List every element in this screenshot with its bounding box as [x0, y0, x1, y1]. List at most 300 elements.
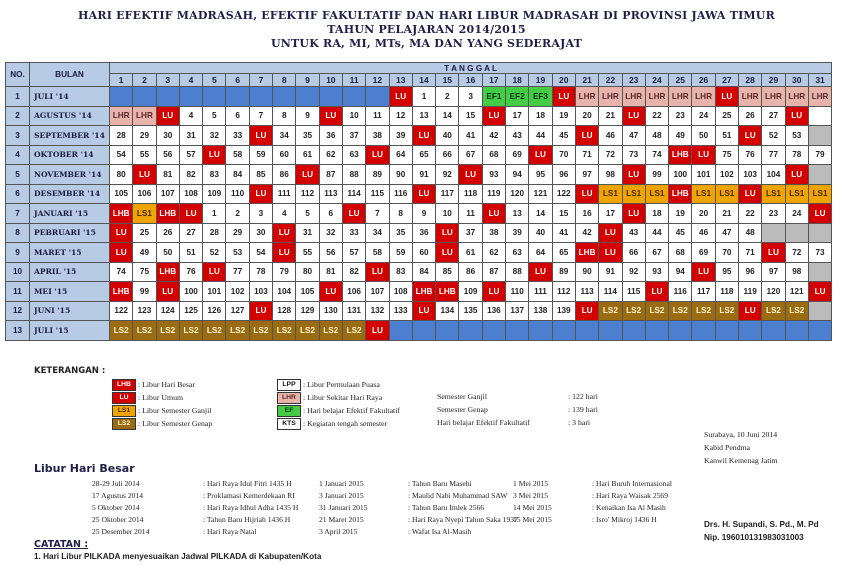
day-cell: 127	[226, 301, 249, 321]
day-cell: 85	[249, 165, 272, 185]
day-cell: 66	[622, 243, 645, 263]
day-cell: LS1	[785, 184, 808, 204]
day-cell: LHR	[739, 87, 762, 107]
day-cell: 28	[110, 126, 133, 146]
legend-swatch: LU	[112, 392, 136, 404]
day-cell: 17	[599, 204, 622, 224]
day-cell: 63	[342, 145, 365, 165]
day-header: 27	[715, 74, 738, 87]
day-cell: 45	[552, 126, 575, 146]
holiday-date: 21 Maret 2015	[319, 515, 364, 524]
day-cell: LU	[692, 145, 715, 165]
day-cell: 1	[412, 87, 435, 107]
day-cell: 79	[273, 262, 296, 282]
day-cell: LS2	[622, 301, 645, 321]
holiday-name: : Hari Raya Idul Fitri 1435 H	[203, 479, 292, 488]
day-cell: LU	[785, 106, 808, 126]
day-cell: LS1	[622, 184, 645, 204]
day-cell	[133, 87, 156, 107]
day-header: 14	[412, 74, 435, 87]
day-cell: 41	[552, 223, 575, 243]
day-header: 26	[692, 74, 715, 87]
day-cell: 101	[203, 282, 226, 302]
day-cell: 43	[622, 223, 645, 243]
legend-swatch: KTS	[277, 418, 301, 430]
day-cell: 2	[226, 204, 249, 224]
day-cell: LHB	[575, 243, 598, 263]
day-cell: LS2	[249, 321, 272, 341]
day-cell: 25	[715, 106, 738, 126]
day-cell: 103	[739, 165, 762, 185]
day-header: 18	[506, 74, 529, 87]
day-cell: 80	[110, 165, 133, 185]
signature-name: Drs. H. Supandi, S. Pd., M. Pd	[704, 520, 819, 529]
month-row	[6, 282, 832, 302]
day-cell: 60	[412, 243, 435, 263]
month-number: 8	[6, 223, 30, 243]
day-cell: LU	[436, 243, 459, 263]
day-cell	[552, 321, 575, 341]
day-cell: 113	[319, 184, 342, 204]
day-cell: 51	[715, 126, 738, 146]
day-cell: 31	[296, 223, 319, 243]
day-cell: 40	[529, 223, 552, 243]
day-cell: LU	[762, 243, 785, 263]
day-cell	[319, 87, 342, 107]
day-cell: LHR	[762, 87, 785, 107]
day-cell: 64	[389, 145, 412, 165]
day-cell: LHB	[669, 145, 692, 165]
month-number: 4	[6, 145, 30, 165]
day-cell: LHR	[645, 87, 668, 107]
day-cell: LS2	[156, 321, 179, 341]
notes-title: CATATAN :	[34, 539, 89, 550]
legend-swatch: LHB	[112, 379, 136, 391]
day-cell: 108	[179, 184, 202, 204]
day-cell: LHR	[133, 106, 156, 126]
month-row	[6, 126, 832, 146]
day-cell: LU	[808, 282, 831, 302]
day-cell: 39	[506, 223, 529, 243]
legend-swatch: LPP	[277, 379, 301, 391]
month-row	[6, 301, 832, 321]
day-cell: LU	[133, 165, 156, 185]
day-cell: LU	[459, 165, 482, 185]
day-cell: 56	[319, 243, 342, 263]
day-cell: 22	[739, 204, 762, 224]
day-cell	[459, 321, 482, 341]
day-cell	[808, 301, 831, 321]
day-cell: 82	[342, 262, 365, 282]
day-cell: 18	[529, 106, 552, 126]
day-cell: LS2	[342, 321, 365, 341]
month-number: 5	[6, 165, 30, 185]
holiday-name: : Tahun Baru Hijriah 1436 H	[203, 515, 291, 524]
day-cell: 13	[412, 106, 435, 126]
day-cell: 3	[249, 204, 272, 224]
day-cell	[436, 321, 459, 341]
day-cell: 131	[342, 301, 365, 321]
day-cell: 103	[249, 282, 272, 302]
day-cell: LHB	[156, 204, 179, 224]
day-cell: 108	[389, 282, 412, 302]
month-number: 6	[6, 184, 30, 204]
day-cell: LU	[715, 87, 738, 107]
day-cell: 35	[296, 126, 319, 146]
day-cell	[273, 87, 296, 107]
day-cell: 130	[319, 301, 342, 321]
day-cell: 47	[622, 126, 645, 146]
holiday-date: 28-29 Juli 2014	[92, 479, 140, 488]
day-cell: 135	[459, 301, 482, 321]
day-cell: 86	[459, 262, 482, 282]
day-cell: LU	[599, 243, 622, 263]
month-number: 2	[6, 106, 30, 126]
month-name: AGUSTUS '14	[30, 106, 110, 126]
day-cell: 8	[389, 204, 412, 224]
holiday-date: 3 Mei 2015	[513, 491, 549, 500]
day-cell: 53	[226, 243, 249, 263]
day-cell: LHR	[110, 106, 133, 126]
day-cell: 42	[482, 126, 505, 146]
day-cell: 12	[389, 106, 412, 126]
day-cell: LU	[575, 184, 598, 204]
day-cell: LU	[203, 262, 226, 282]
day-cell: 116	[389, 184, 412, 204]
signature-role-2: Kanwil Kemenag Jatim	[704, 456, 778, 465]
legend-swatch: LS2	[112, 418, 136, 430]
day-cell: 27	[762, 106, 785, 126]
day-cell	[366, 87, 389, 107]
day-cell: LU	[273, 223, 296, 243]
legend-title: KETERANGAN :	[34, 366, 106, 376]
day-cell: 71	[739, 243, 762, 263]
day-cell: 104	[273, 282, 296, 302]
day-cell	[808, 126, 831, 146]
month-row	[6, 223, 832, 243]
day-cell: EF2	[506, 87, 529, 107]
semester-value: : 3 hari	[568, 418, 591, 427]
day-cell: 30	[156, 126, 179, 146]
legend-label: : Libur Semester Genap	[138, 419, 213, 428]
day-cell: 65	[412, 145, 435, 165]
day-cell: 70	[552, 145, 575, 165]
month-number: 13	[6, 321, 30, 341]
day-cell: LU	[599, 223, 622, 243]
day-cell: 40	[436, 126, 459, 146]
day-cell: 15	[459, 106, 482, 126]
day-cell: 106	[133, 184, 156, 204]
month-row	[6, 87, 832, 107]
month-number: 10	[6, 262, 30, 282]
day-cell: 17	[506, 106, 529, 126]
day-cell: 107	[156, 184, 179, 204]
month-name: SEPTEMBER '14	[30, 126, 110, 146]
day-cell: 89	[366, 165, 389, 185]
legend-label: : Kegiatan tengah semester	[303, 419, 388, 428]
day-cell: 10	[342, 106, 365, 126]
day-cell	[482, 321, 505, 341]
day-cell: LU	[203, 145, 226, 165]
day-cell: LS2	[110, 321, 133, 341]
day-cell: 36	[412, 223, 435, 243]
month-name: JUNI '15	[30, 301, 110, 321]
holiday-name: : Hari Raya Idhul Adha 1435 H	[203, 503, 299, 512]
day-cell: 117	[692, 282, 715, 302]
note-item: 1. Hari Libur PILKADA menyesuaikan Jadwal PILKADA di Kabupaten/Kota	[34, 552, 322, 561]
day-cell: 2	[436, 87, 459, 107]
day-cell: 71	[575, 145, 598, 165]
day-cell: LU	[412, 301, 435, 321]
day-cell: LU	[110, 243, 133, 263]
day-cell: 54	[110, 145, 133, 165]
holiday-name: : Hari Buruh Internasional	[592, 479, 672, 488]
day-cell: 109	[203, 184, 226, 204]
day-cell: 102	[715, 165, 738, 185]
holiday-name: : Tahun Baru Imlek 2566	[408, 503, 485, 512]
day-cell: LU	[622, 204, 645, 224]
page-subtitle: TAHUN PELAJARAN 2014/2015	[327, 23, 526, 36]
day-cell: 92	[436, 165, 459, 185]
day-cell: LU	[739, 184, 762, 204]
legend-label: : Libur Semester Ganjil	[138, 406, 212, 415]
day-cell: 34	[273, 126, 296, 146]
day-cell: 98	[599, 165, 622, 185]
day-cell: 97	[575, 165, 598, 185]
month-name: JANUARI '15	[30, 204, 110, 224]
day-cell: 68	[669, 243, 692, 263]
day-header: 17	[482, 74, 505, 87]
day-cell: 121	[529, 184, 552, 204]
day-cell: 83	[389, 262, 412, 282]
holiday-name: : Hari Raya Nyepi Tahun Saka 1937	[408, 515, 518, 524]
day-cell: 47	[715, 223, 738, 243]
month-row	[6, 165, 832, 185]
month-name: APRIL '15	[30, 262, 110, 282]
legend-label: : Libur Umum	[138, 393, 184, 402]
day-cell	[529, 321, 552, 341]
day-cell: 120	[506, 184, 529, 204]
day-cell: 18	[645, 204, 668, 224]
day-cell: 111	[529, 282, 552, 302]
holiday-date: 3 Januari 2015	[319, 491, 364, 500]
day-cell: 84	[412, 262, 435, 282]
day-cell: LS2	[669, 301, 692, 321]
holiday-name: : Kenaikan Isa Al Masih	[592, 503, 666, 512]
day-cell: 128	[273, 301, 296, 321]
day-cell: 24	[692, 106, 715, 126]
day-cell: 95	[529, 165, 552, 185]
holiday-date: 15 Mei 2015	[513, 515, 552, 524]
day-cell: LHR	[785, 87, 808, 107]
day-cell: 32	[319, 223, 342, 243]
day-cell: LU	[575, 126, 598, 146]
day-cell	[785, 223, 808, 243]
holiday-date: 25 Desember 2014	[92, 527, 150, 536]
day-cell: 94	[669, 262, 692, 282]
day-cell: 82	[179, 165, 202, 185]
month-name: MARET '15	[30, 243, 110, 263]
day-cell: 70	[715, 243, 738, 263]
day-cell	[110, 87, 133, 107]
day-cell: LHR	[808, 87, 831, 107]
day-number-row	[6, 74, 832, 87]
semester-value: : 122 hari	[568, 392, 598, 401]
day-cell: 85	[436, 262, 459, 282]
semester-label: Semester Ganjil	[437, 392, 488, 401]
day-cell: 74	[110, 262, 133, 282]
month-number: 1	[6, 87, 30, 107]
day-cell: 5	[203, 106, 226, 126]
day-cell: 36	[319, 126, 342, 146]
month-row	[6, 184, 832, 204]
month-row	[6, 204, 832, 224]
day-cell: 79	[808, 145, 831, 165]
day-cell: LS1	[692, 184, 715, 204]
day-cell: LS2	[226, 321, 249, 341]
day-cell: 100	[669, 165, 692, 185]
day-cell: 105	[296, 282, 319, 302]
day-cell	[249, 87, 272, 107]
page-scope: UNTUK RA, MI, MTs, MA DAN YANG SEDERAJAT	[270, 37, 583, 50]
day-cell	[715, 321, 738, 341]
signature-role-1: Kabid Pendma	[704, 443, 751, 452]
day-cell: 87	[482, 262, 505, 282]
month-number: 3	[6, 126, 30, 146]
day-cell: 138	[529, 301, 552, 321]
day-header: 12	[366, 74, 389, 87]
day-cell: LHB	[110, 204, 133, 224]
day-cell: LU	[366, 321, 389, 341]
day-cell: 62	[482, 243, 505, 263]
day-cell: LU	[622, 106, 645, 126]
day-cell	[785, 321, 808, 341]
day-cell: LS2	[179, 321, 202, 341]
day-cell	[599, 321, 622, 341]
day-cell	[762, 321, 785, 341]
month-row	[6, 321, 832, 341]
day-header: 21	[575, 74, 598, 87]
month-name: JULI '14	[30, 87, 110, 107]
day-cell: 50	[692, 126, 715, 146]
day-cell: 33	[342, 223, 365, 243]
day-cell: LU	[529, 262, 552, 282]
day-cell: 38	[366, 126, 389, 146]
day-cell: 69	[692, 243, 715, 263]
day-cell: 110	[226, 184, 249, 204]
day-cell	[156, 87, 179, 107]
day-cell: 46	[599, 126, 622, 146]
day-header: 5	[203, 74, 226, 87]
day-cell	[762, 223, 785, 243]
day-cell: 29	[226, 223, 249, 243]
holiday-date: 31 Januari 2015	[319, 503, 368, 512]
month-name: MEI '15	[30, 282, 110, 302]
day-cell: 7	[366, 204, 389, 224]
day-cell: 133	[389, 301, 412, 321]
day-cell: 115	[622, 282, 645, 302]
day-cell: LU	[412, 126, 435, 146]
legend-swatch: LS1	[112, 405, 136, 417]
month-row	[6, 262, 832, 282]
day-cell: 90	[575, 262, 598, 282]
day-cell: LHB	[110, 282, 133, 302]
day-cell: 5	[296, 204, 319, 224]
day-cell: 26	[156, 223, 179, 243]
day-cell: 106	[342, 282, 365, 302]
day-cell: 120	[762, 282, 785, 302]
day-cell: 43	[506, 126, 529, 146]
day-cell: 118	[715, 282, 738, 302]
day-cell: LS2	[319, 321, 342, 341]
day-cell: 27	[179, 223, 202, 243]
semester-label: Semester Genap	[437, 405, 488, 414]
day-cell: 109	[459, 282, 482, 302]
day-cell: LHR	[669, 87, 692, 107]
day-cell: LHR	[692, 87, 715, 107]
holiday-date: 25 Oktober 2014	[92, 515, 144, 524]
day-cell: 76	[179, 262, 202, 282]
day-cell	[575, 321, 598, 341]
day-cell: 22	[645, 106, 668, 126]
day-cell: 52	[203, 243, 226, 263]
day-cell: 91	[412, 165, 435, 185]
day-cell: 58	[366, 243, 389, 263]
day-cell	[808, 321, 831, 341]
day-cell: LS2	[296, 321, 319, 341]
day-cell: 44	[529, 126, 552, 146]
day-cell: 11	[366, 106, 389, 126]
day-cell	[739, 321, 762, 341]
day-cell: LS2	[692, 301, 715, 321]
month-name: NOVEMBER '14	[30, 165, 110, 185]
day-cell: 111	[273, 184, 296, 204]
day-cell: LS2	[762, 301, 785, 321]
day-cell: 68	[482, 145, 505, 165]
col-header-bulan: BULAN	[30, 63, 110, 87]
day-cell: 114	[342, 184, 365, 204]
day-header: 1	[110, 74, 133, 87]
day-cell: 61	[459, 243, 482, 263]
day-cell: 91	[599, 262, 622, 282]
day-cell: 11	[459, 204, 482, 224]
day-cell: 48	[645, 126, 668, 146]
day-cell: LU	[552, 87, 575, 107]
holiday-date: 5 Oktober 2014	[92, 503, 140, 512]
day-header: 3	[156, 74, 179, 87]
day-cell: LS1	[133, 204, 156, 224]
day-cell: LU	[366, 145, 389, 165]
day-cell: 88	[342, 165, 365, 185]
holiday-name: : Hari Raya Waisak 2569	[592, 491, 669, 500]
day-cell: 132	[366, 301, 389, 321]
holiday-date: 3 April 2015	[319, 527, 358, 536]
day-cell: 29	[133, 126, 156, 146]
day-cell: 6	[319, 204, 342, 224]
legend-swatch: LHR	[277, 392, 301, 404]
day-cell: 81	[156, 165, 179, 185]
calendar-table	[5, 62, 832, 341]
holiday-name: : Wafat Isa Al-Masih	[408, 527, 472, 536]
day-header: 31	[808, 74, 831, 87]
day-cell: 136	[482, 301, 505, 321]
day-cell	[808, 262, 831, 282]
day-cell	[179, 87, 202, 107]
day-cell: 126	[203, 301, 226, 321]
day-cell: LHR	[622, 87, 645, 107]
day-cell: 46	[692, 223, 715, 243]
day-cell: 49	[669, 126, 692, 146]
